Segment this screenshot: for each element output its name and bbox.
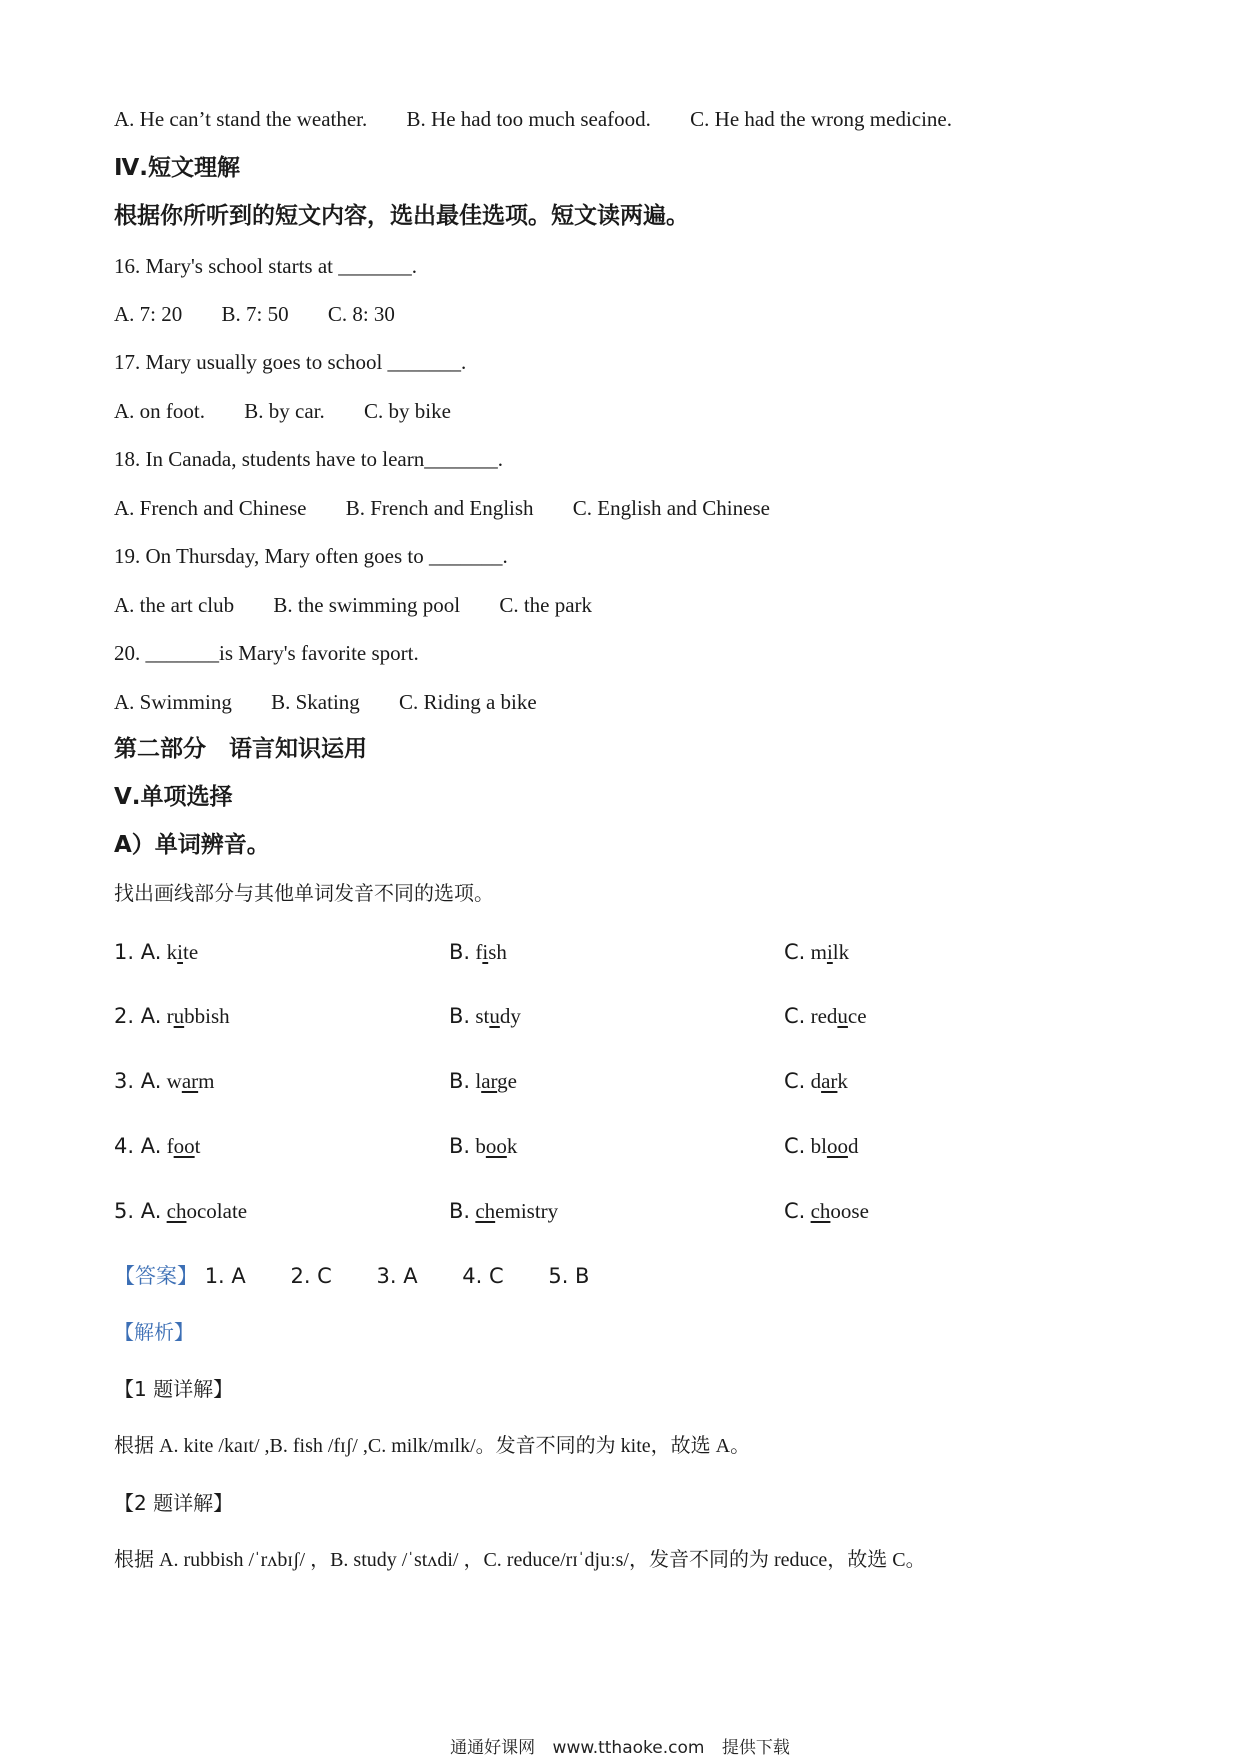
- answer-item-3: 3. A: [376, 1264, 418, 1288]
- answer-label: 【答案】: [114, 1264, 198, 1288]
- question-20-stem: 20. _______is Mary's favorite sport.: [114, 641, 419, 665]
- phonics-row-1-c: [784, 942, 849, 963]
- word: dark: [810, 1069, 848, 1093]
- q19-option-b: B. the swimming pool: [273, 593, 461, 617]
- q18-option-a: A. French and Chinese: [114, 496, 307, 520]
- word: fish: [475, 940, 507, 964]
- row-4-num: 4. A.: [114, 1134, 162, 1158]
- underlined-part: oo: [485, 1134, 507, 1158]
- underlined-part: ch: [475, 1199, 496, 1223]
- phonics-row-5-c: [784, 1201, 869, 1222]
- underlined-part: oo: [173, 1134, 195, 1158]
- question-16-stem: 16. Mary's school starts at _______.: [114, 254, 418, 278]
- underlined-part: u: [173, 1004, 185, 1028]
- underlined-part: ar: [481, 1069, 498, 1093]
- q17-option-a: A. on foot.: [114, 399, 205, 423]
- question-18-stem: 18. In Canada, students have to learn_______.: [114, 447, 503, 471]
- question-19-options: [114, 595, 592, 616]
- word: study: [475, 1004, 521, 1028]
- word: choose: [810, 1199, 869, 1223]
- answer-item-2: 2. C: [290, 1264, 332, 1288]
- question-18-options: [114, 498, 770, 519]
- phonics-row-2-c: [784, 1006, 867, 1027]
- phonics-row-5-b: [449, 1201, 558, 1222]
- phonics-row-5-a: [114, 1201, 247, 1222]
- phonics-row-2-a: [114, 1006, 230, 1027]
- row-5-num: 5. A.: [114, 1199, 162, 1223]
- phonics-row-4-a: [114, 1136, 200, 1157]
- underlined-part: u: [837, 1004, 848, 1028]
- row-2-num: 2. A.: [114, 1004, 162, 1028]
- option-c-label: C.: [784, 1004, 806, 1028]
- word: reduce: [810, 1004, 867, 1028]
- q17-option-b: B. by car.: [244, 399, 325, 423]
- detail-2-label: 【2 题详解】: [114, 1491, 234, 1515]
- footer-note: 提供下载: [721, 1738, 790, 1758]
- question-19-stem: 19. On Thursday, Mary often goes to _______.: [114, 544, 508, 568]
- underlined-part: ar: [181, 1069, 199, 1093]
- word: warm: [166, 1069, 215, 1093]
- option-b-label: B.: [449, 1134, 471, 1158]
- question-17-options: [114, 401, 451, 422]
- q16-option-a: A. 7: 20: [114, 302, 183, 326]
- underlined-part: u: [489, 1004, 500, 1028]
- phonics-row-1-a: [114, 942, 198, 963]
- option-b-label: B.: [449, 940, 471, 964]
- word: milk: [810, 940, 850, 964]
- q15-option-a: A. He can’t stand the weather.: [114, 107, 368, 131]
- row-1-num: 1. A.: [114, 940, 162, 964]
- q16-option-b: B. 7: 50: [221, 302, 289, 326]
- option-c-label: C.: [784, 1069, 806, 1093]
- q15-option-b: B. He had too much seafood.: [406, 107, 651, 131]
- q19-option-c: C. the park: [499, 593, 593, 617]
- section4-title: Ⅳ.短文理解: [114, 155, 241, 181]
- q20-option-c: C. Riding a bike: [399, 690, 537, 714]
- word: book: [475, 1134, 518, 1158]
- section4-instruction: 根据你所听到的短文内容，选出最佳选项。短文读两遍。: [114, 203, 689, 229]
- phonics-row-3-a: [114, 1071, 214, 1092]
- word: kite: [166, 940, 199, 964]
- phonics-row-3-b: [449, 1071, 517, 1092]
- question-16-options: [114, 304, 395, 325]
- q20-option-b: B. Skating: [271, 690, 360, 714]
- underlined-part: i: [826, 940, 833, 964]
- q20-option-a: A. Swimming: [114, 690, 232, 714]
- detail-1-label: 【1 题详解】: [114, 1377, 234, 1401]
- footer-site-name: 通通好课网: [450, 1738, 536, 1758]
- row-3-num: 3. A.: [114, 1069, 162, 1093]
- q15-options: [114, 109, 952, 130]
- option-c-label: C.: [784, 1199, 806, 1223]
- q18-option-b: B. French and English: [345, 496, 534, 520]
- q16-option-c: C. 8: 30: [327, 302, 395, 326]
- question-20-options: [114, 692, 537, 713]
- word: foot: [166, 1134, 201, 1158]
- phonics-row-1-b: [449, 942, 507, 963]
- question-17-stem: 17. Mary usually goes to school _______.: [114, 350, 467, 374]
- word: blood: [810, 1134, 859, 1158]
- option-b-label: B.: [449, 1199, 471, 1223]
- answer-line: [114, 1266, 589, 1287]
- q19-option-a: A. the art club: [114, 593, 235, 617]
- footer-url[interactable]: www.tthaoke.com: [552, 1738, 705, 1758]
- q15-option-c: C. He had the wrong medicine.: [690, 107, 952, 131]
- subsection-a-title: A）单词辨音。: [114, 832, 270, 858]
- word: large: [475, 1069, 517, 1093]
- answer-item-4: 4. C: [462, 1264, 504, 1288]
- word: chemistry: [475, 1199, 559, 1223]
- detail-1-text: 根据 A. kite /kaɪt/ ,B. fish /fɪʃ/ ,C. milk/mɪlk/。发音不同的为 kite，故选 A。: [114, 1435, 751, 1457]
- q18-option-c: C. English and Chinese: [572, 496, 770, 520]
- phonics-row-3-c: [784, 1071, 848, 1092]
- phonics-row-2-b: [449, 1006, 521, 1027]
- underlined-part: oo: [826, 1134, 848, 1158]
- section5-title: Ⅴ.单项选择: [114, 784, 233, 810]
- underlined-part: i: [177, 940, 183, 964]
- answer-item-1: 1. A: [204, 1264, 246, 1288]
- word: rubbish: [166, 1004, 230, 1028]
- option-b-label: B.: [449, 1004, 471, 1028]
- answer-item-5: 5. B: [548, 1264, 590, 1288]
- option-b-label: B.: [449, 1069, 471, 1093]
- phonics-row-4-c: [784, 1136, 858, 1157]
- option-c-label: C.: [784, 940, 806, 964]
- underlined-part: ch: [810, 1199, 831, 1223]
- page-footer: [0, 1733, 1240, 1758]
- option-c-label: C.: [784, 1134, 806, 1158]
- part2-title: 第二部分 语言知识运用: [114, 736, 367, 762]
- analysis-label: 【解析】: [114, 1320, 194, 1344]
- q17-option-c: C. by bike: [363, 399, 451, 423]
- phonics-row-4-b: [449, 1136, 517, 1157]
- phonics-instruction: 找出画线部分与其他单词发音不同的选项。: [114, 881, 494, 905]
- underlined-part: ch: [166, 1199, 187, 1223]
- detail-2-text: 根据 A. rubbish /ˈrʌbɪʃ/ ，B. study /ˈstʌdi/ ，C. reduce/rɪˈdjuːs/，发音不同的为 reduce，故选 C。: [114, 1549, 926, 1571]
- word: chocolate: [166, 1199, 248, 1223]
- underlined-part: i: [482, 940, 489, 964]
- underlined-part: ar: [821, 1069, 838, 1093]
